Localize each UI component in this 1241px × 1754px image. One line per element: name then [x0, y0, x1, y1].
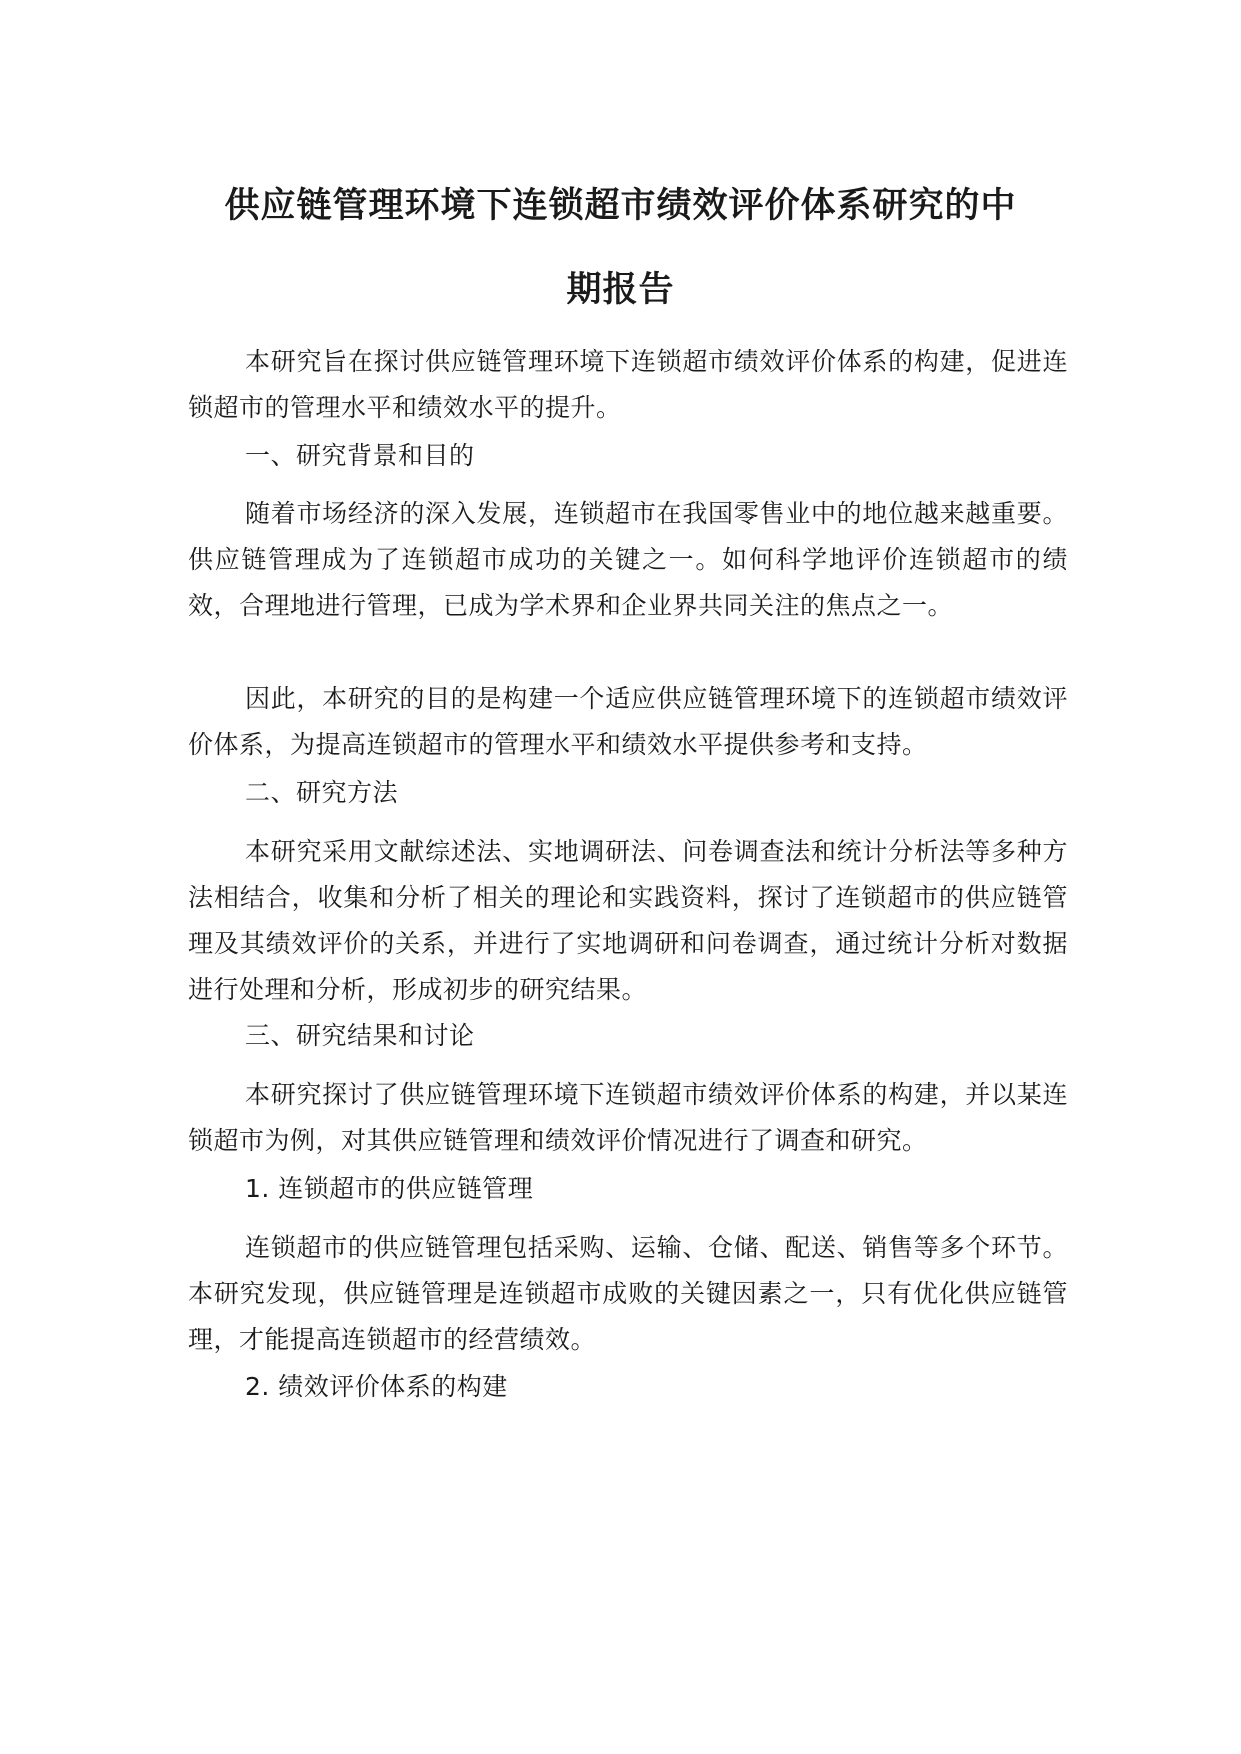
section-3-paragraph-1: 本研究探讨了供应链管理环境下连锁超市绩效评价体系的构建，并以某连锁超市为例，对其供应链管理和绩效评价情况进行了调查和研究。: [188, 1080, 1068, 1155]
section-1-paragraph-2: 因此，本研究的目的是构建一个适应供应链管理环境下的连锁超市绩效评价体系，为提高连锁超市的管理水平和绩效水平提供参考和支持。: [188, 684, 1068, 759]
intro-paragraph: 本研究旨在探讨供应链管理环境下连锁超市绩效评价体系的构建，促进连锁超市的管理水平和绩效水平的提升。: [188, 347, 1068, 422]
section-3-heading: 三、研究结果和讨论: [245, 1021, 475, 1050]
subsection-2-heading: 2. 绩效评价体系的构建: [245, 1372, 508, 1401]
section-2-paragraph-1: 本研究采用文献综述法、实地调研法、问卷调查法和统计分析法等多种方法相结合，收集和分析了相关的理论和实践资料，探讨了连锁超市的供应链管理及其绩效评价的关系，并进行了实地调研和问卷调查，通过统计分析对数据进行处理和分析，形成初步的研究结果。: [188, 837, 1068, 1004]
subsection-1-heading: 1. 连锁超市的供应链管理: [245, 1174, 534, 1203]
subsection-1-para-block: [188, 1225, 1068, 1363]
document-title-line-1: 供应链管理环境下连锁超市绩效评价体系研究的中: [224, 186, 1017, 226]
section-3-heading-block: [188, 1013, 1068, 1059]
section-2-heading-block: [188, 770, 1068, 816]
section-1-heading-block: [188, 433, 1068, 479]
section-1-paragraph-1: 随着市场经济的深入发展，连锁超市在我国零售业中的地位越来越重要。供应链管理成为了连锁超市成功的关键之一。如何科学地评价连锁超市的绩效，合理地进行管理，已成为学术界和企业界共同关注的焦点之一。: [188, 499, 1068, 620]
section-2-para-1-block: [188, 829, 1068, 1013]
section-2-heading: 二、研究方法: [245, 778, 399, 807]
subsection-2-heading-block: [188, 1364, 1068, 1410]
section-1-para-1-block: [188, 491, 1068, 629]
intro-block: [188, 339, 1068, 431]
document-title-line-2: 期报告: [566, 270, 675, 310]
section-1-para-2-block: [188, 676, 1068, 768]
subsection-1-heading-block: [188, 1166, 1068, 1212]
section-1-heading: 一、研究背景和目的: [245, 441, 475, 470]
section-3-para-1-block: [188, 1072, 1068, 1164]
subsection-1-paragraph: 连锁超市的供应链管理包括采购、运输、仓储、配送、销售等多个环节。本研究发现，供应链管理是连锁超市成败的关键因素之一，只有优化供应链管理，才能提高连锁超市的经营绩效。: [188, 1233, 1068, 1354]
